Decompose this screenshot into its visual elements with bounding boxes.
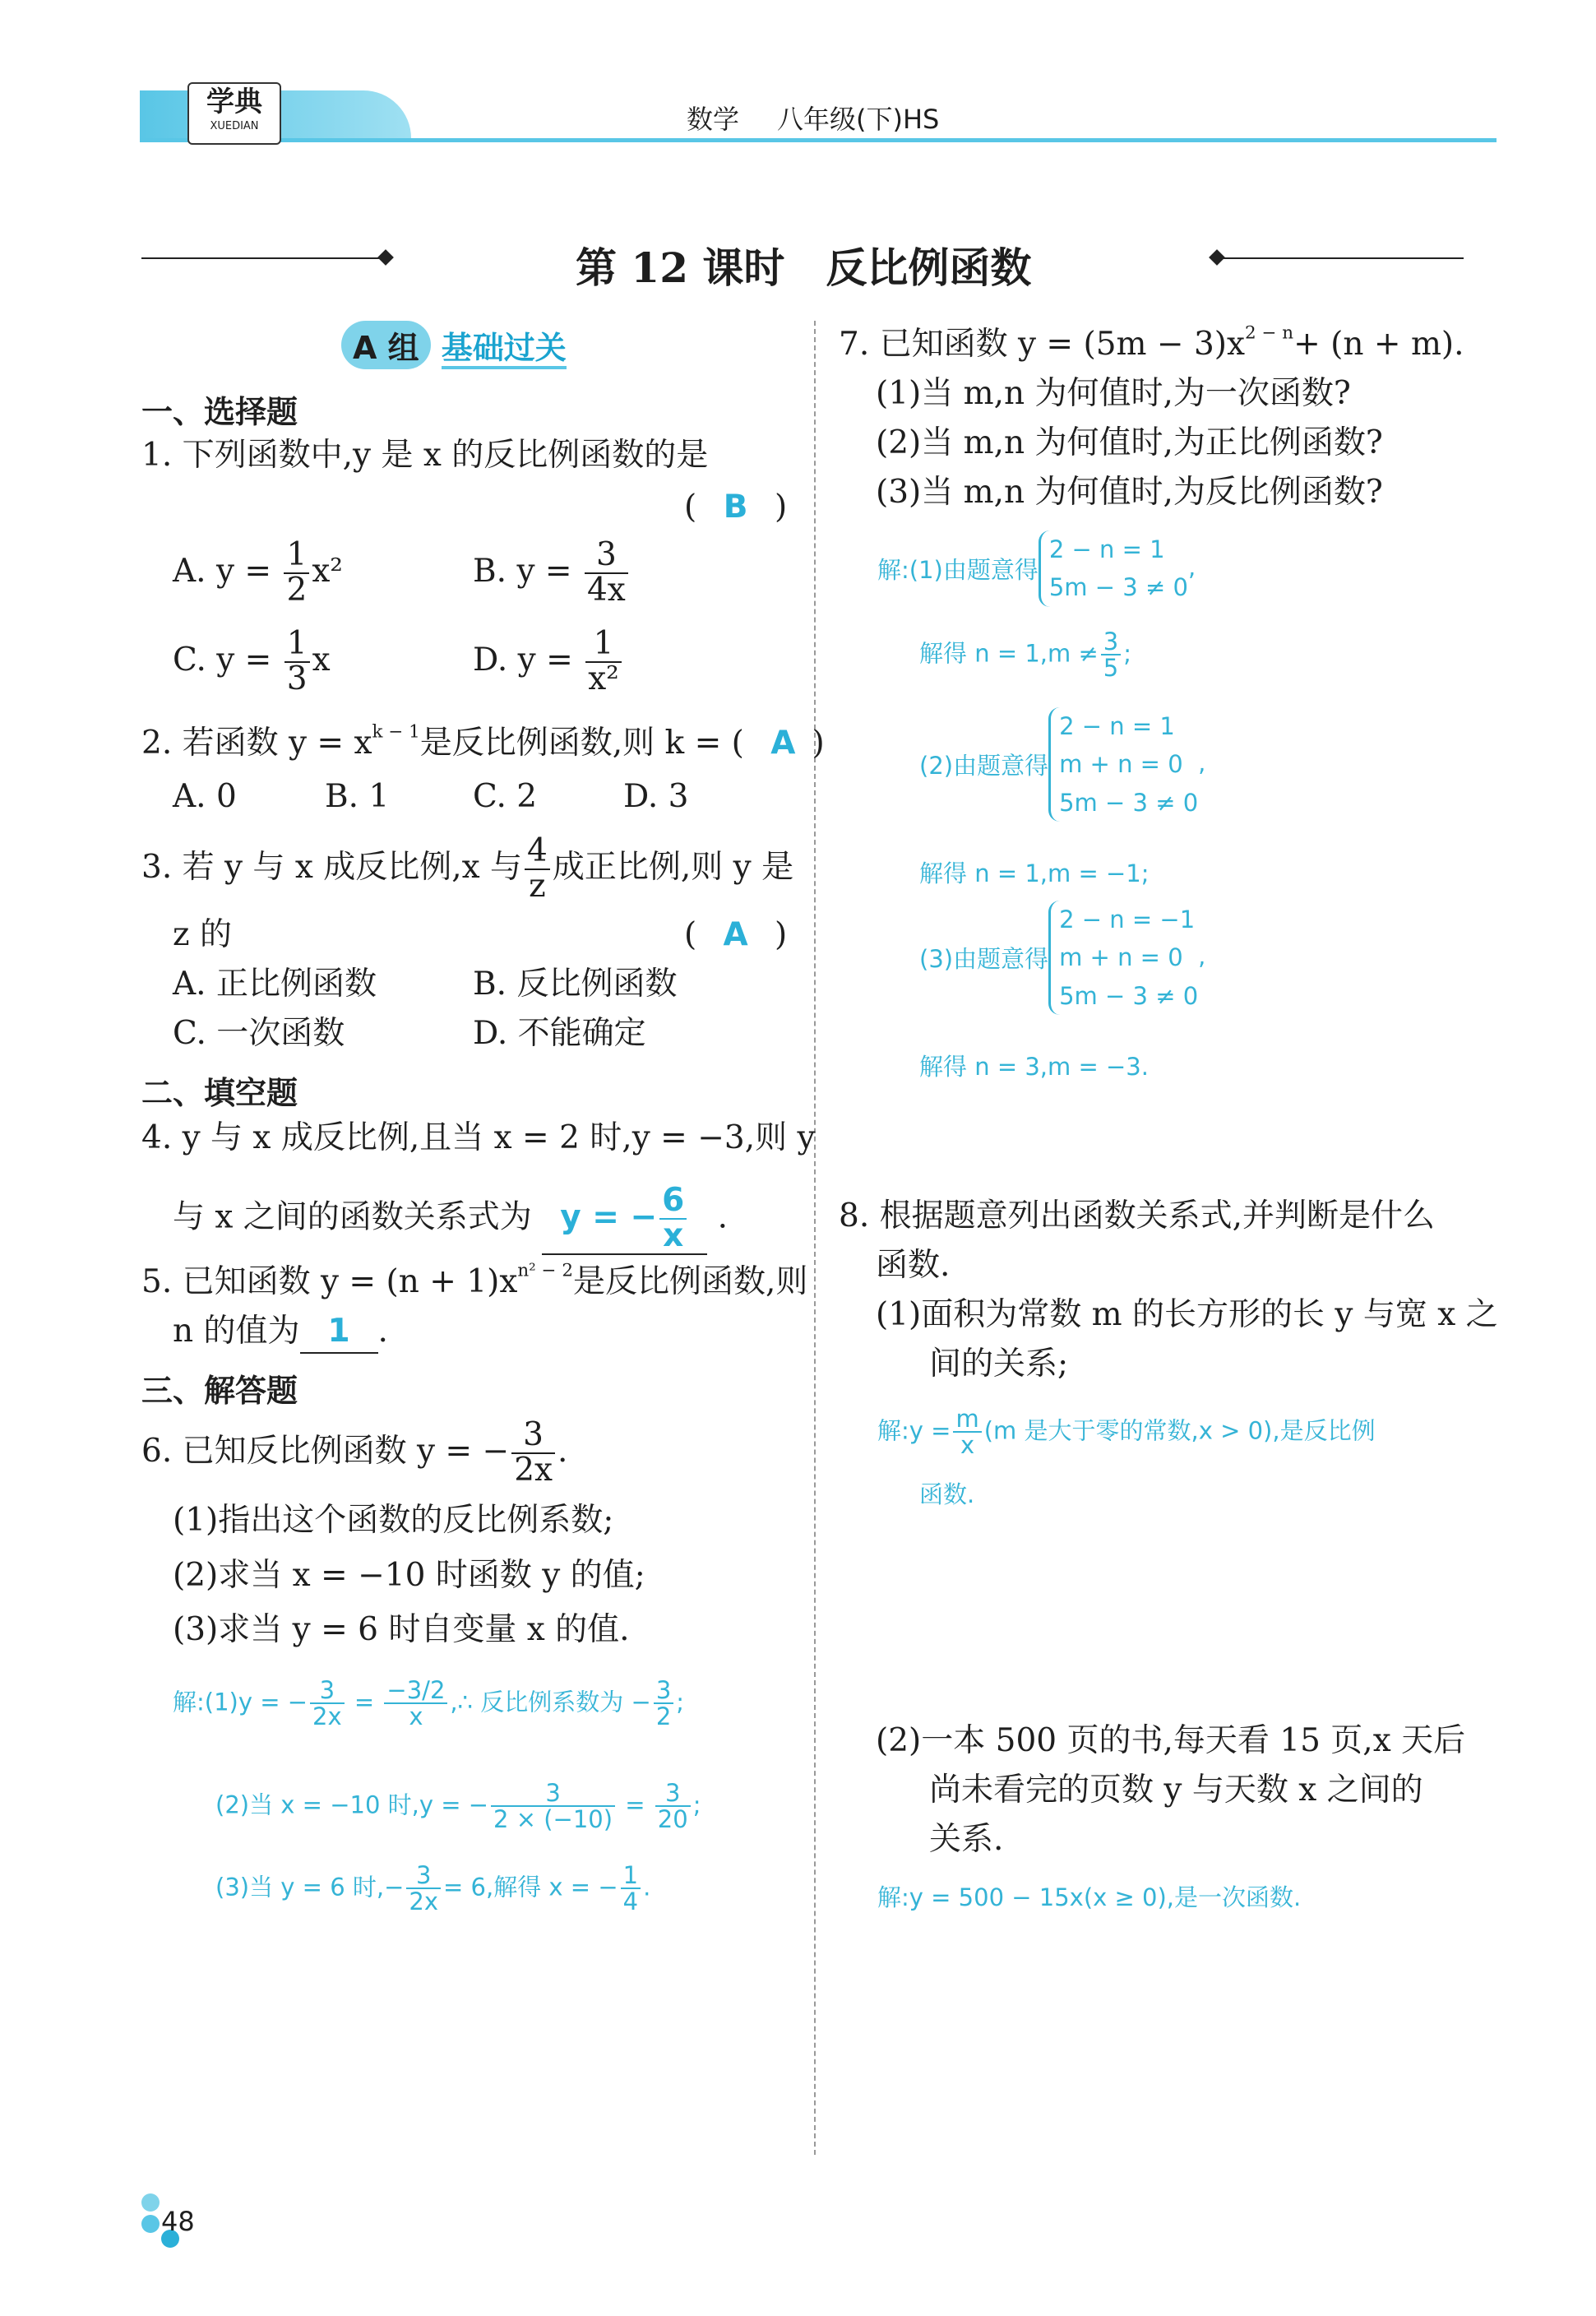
- q2-stem: 2. 若函数 $y = x^{k - 1}$是反比例函数,则 k = ( A ): [141, 721, 825, 762]
- title-rule-left: [141, 257, 388, 259]
- q3-option-a: A. 正比例函数: [173, 966, 377, 1003]
- page-title: 第 12 课时 反比例函数: [576, 243, 1032, 292]
- q5-answer: 1: [300, 1312, 378, 1354]
- page-number: 48: [161, 2206, 195, 2237]
- q2-option-b: B. 1: [325, 778, 390, 815]
- q3-answer: A: [723, 916, 748, 953]
- q8-part2-line2: 尚未看完的页数 y 与天数 x 之间的: [929, 1772, 1423, 1809]
- column-divider: [814, 321, 816, 2155]
- q8-part2-line3: 关系.: [929, 1821, 1004, 1858]
- section-choice: 一、选择题: [141, 394, 298, 430]
- title-diamond-left: [377, 249, 394, 266]
- q1-option-b: B. y = $\frac{3}{4x}$: [473, 539, 631, 608]
- q6-solution-1: 解:(1)y = − $\frac{3}{2x}$ = $\frac{-3/2}{x}$ ,∴ 反比例系数为 − $\frac{3}{2}$ ;: [173, 1676, 685, 1731]
- q1-answer-paren: ( B ): [684, 488, 787, 528]
- q2-option-c: C. 2: [473, 778, 538, 815]
- q7-stem: 7. 已知函数 $y = (5m - 3)x^{2 - n}+ (n + m)$.: [839, 322, 1464, 363]
- q4-line2: 与 x 之间的函数关系式为 y = − $\frac{6}{x}$ .: [173, 1182, 729, 1254]
- q3-stem-line2: z 的: [173, 916, 232, 953]
- q7-solution-2: (2)由题意得 2 − n = 1 m + n = 0 5m − 3 ≠ 0 ,: [919, 707, 1205, 822]
- q7-solution-1-result: 解得 n = 1,m ≠ $\frac{3}{5}$ ;: [919, 628, 1132, 683]
- q3-answer-paren: ( A ): [684, 915, 787, 956]
- q6-part1: (1)指出这个函数的反比例系数;: [173, 1502, 614, 1539]
- q8-part1-line2: 间的关系;: [929, 1346, 1069, 1383]
- q1-option-c: C. y = $\frac{1}{3}$ x: [173, 625, 331, 697]
- q7-solution-2-result: 解得 n = 1,m = −1;: [919, 859, 1150, 887]
- q6-solution-3: (3)当 y = 6 时,− $\frac{3}{2x}$ = 6,解得 x = − $\frac{1}{4}$ .: [215, 1861, 651, 1916]
- q8-solution-1-line2: 函数.: [919, 1480, 975, 1508]
- section-fill: 二、填空题: [141, 1075, 298, 1111]
- q8-solution-1: 解:y = $\frac{m}{x}$ (m 是大于零的常数,x > 0),是反比例: [877, 1405, 1376, 1460]
- q2-option-a: A. 0: [173, 778, 237, 815]
- q8-part2-line1: (2)一本 500 页的书,每天看 15 页,x 天后: [876, 1722, 1466, 1759]
- group-heading: [341, 321, 567, 369]
- q6-stem: 6. 已知反比例函数 y = − $\frac{3}{2x}$ .: [141, 1416, 568, 1489]
- q4-answer: y = − $\frac{6}{x}$: [542, 1184, 707, 1255]
- q3-stem: 3. 若 y 与 x 成反比例,x 与 $\frac{4}{z}$ 成正比例,则 y 是: [141, 832, 794, 905]
- q7-solution-3: (3)由题意得 2 − n = −1 m + n = 0 5m − 3 ≠ 0 ,: [919, 901, 1205, 1015]
- q7-solution-3-result: 解得 n = 3,m = −3.: [919, 1053, 1149, 1081]
- q2-answer: A: [770, 725, 796, 762]
- group-label: 基础过关: [442, 330, 567, 369]
- q1-option-d: D. y = $\frac{1}{\text{x²}}$: [473, 628, 624, 697]
- q8-stem-line1: 8. 根据题意列出函数关系式,并判断是什么: [839, 1197, 1436, 1234]
- q5-line2: n 的值为 1 .: [173, 1312, 388, 1354]
- logo-main: 学典: [206, 86, 262, 118]
- q5-line1: 5. 已知函数 $y = (n + 1)x^{n^2 - 2}$是反比例函数,则: [141, 1260, 808, 1300]
- logo: [187, 82, 281, 145]
- q1-answer: B: [723, 489, 748, 526]
- q3-option-c: C. 一次函数: [173, 1015, 345, 1052]
- q8-stem-line2: 函数.: [876, 1247, 951, 1284]
- q7-part2: (2)当 m,n 为何值时,为正比例函数?: [876, 424, 1383, 461]
- header-subject: 数学: [687, 104, 740, 135]
- title-rule-right: [1217, 257, 1464, 259]
- header-grade: 八年级(下)HS: [777, 104, 940, 135]
- q6-part2: (2)求当 x = −10 时函数 y 的值;: [173, 1557, 645, 1594]
- q8-solution-2: 解:y = 500 − 15x(x ≥ 0),是一次函数.: [877, 1883, 1302, 1911]
- q7-part3: (3)当 m,n 为何值时,为反比例函数?: [876, 474, 1383, 511]
- q3-option-d: D. 不能确定: [473, 1015, 646, 1052]
- q7-solution-1: 解:(1)由题意得 2 − n = 1 5m − 3 ≠ 0 ,: [877, 530, 1196, 607]
- header-bar: [140, 138, 1497, 142]
- q3-option-b: B. 反比例函数: [473, 966, 678, 1003]
- q6-solution-2: (2)当 x = −10 时,y = − $\frac{3}{2 \times (-10)}$ = $\frac{3}{20}$ ;: [215, 1779, 701, 1834]
- q1-stem: 1. 下列函数中,y 是 x 的反比例函数的是: [141, 437, 709, 474]
- group-badge: A 组: [341, 321, 431, 369]
- q4-line1: 4. y 与 x 成反比例,且当 x = 2 时,y = −3,则 y: [141, 1119, 816, 1156]
- q2-option-d: D. 3: [623, 778, 689, 815]
- section-answer: 三、解答题: [141, 1373, 298, 1409]
- q8-part1-line1: (1)面积为常数 m 的长方形的长 y 与宽 x 之: [876, 1296, 1498, 1333]
- q1-option-a: A. y = $\frac{1}{2}$ x²: [173, 536, 343, 609]
- q7-part1: (1)当 m,n 为何值时,为一次函数?: [876, 375, 1351, 412]
- q6-part3: (3)求当 y = 6 时自变量 x 的值.: [173, 1611, 630, 1648]
- logo-sub: XUEDIAN: [210, 120, 259, 132]
